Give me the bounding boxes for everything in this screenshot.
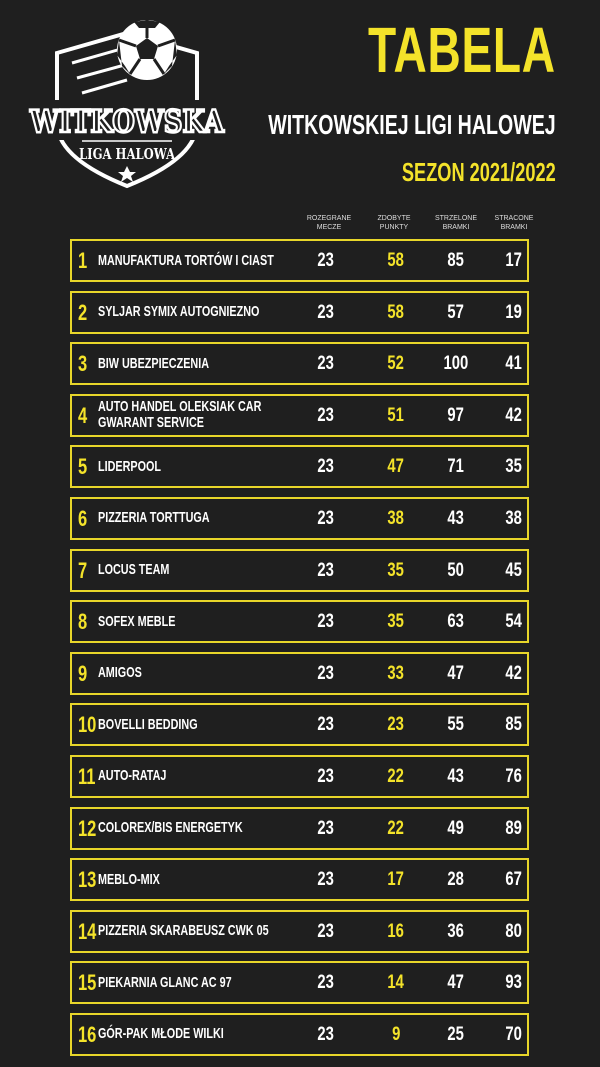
points-value: 17 xyxy=(387,869,405,891)
rank-number: 12 xyxy=(78,815,97,841)
played-value: 23 xyxy=(317,456,335,478)
table-row xyxy=(70,703,529,746)
table-row xyxy=(70,445,529,488)
played-value: 23 xyxy=(317,611,335,633)
scored-value: 47 xyxy=(447,972,465,994)
table-row xyxy=(70,807,529,850)
table-header xyxy=(0,214,600,238)
played-value: 23 xyxy=(317,765,335,787)
column-played: ROZEGRANE MECZE xyxy=(306,215,352,231)
table-row xyxy=(70,910,529,953)
conceded-value: 19 xyxy=(505,301,523,323)
scored-value: 57 xyxy=(447,301,465,323)
conceded-value: 70 xyxy=(505,1023,523,1045)
shield-logo-icon xyxy=(22,8,232,193)
scored-value: 50 xyxy=(447,559,465,581)
played-value: 23 xyxy=(317,662,335,684)
points-value: 22 xyxy=(387,817,405,839)
conceded-value: 35 xyxy=(505,456,523,478)
page-subtitle: WITKOWSKIEJ LIGI HALOWEJ xyxy=(268,109,556,140)
points-value: 58 xyxy=(387,250,405,271)
column-conceded: STRACONE BRAMKI xyxy=(494,215,534,231)
scored-value: 85 xyxy=(447,250,465,271)
rank-number: 3 xyxy=(78,351,88,377)
played-value: 23 xyxy=(317,559,335,581)
scored-value: 55 xyxy=(447,714,465,736)
points-value: 9 xyxy=(391,1023,401,1045)
conceded-value: 80 xyxy=(505,920,523,942)
points-value: 58 xyxy=(387,301,405,323)
played-value: 23 xyxy=(317,353,335,375)
scored-value: 43 xyxy=(447,507,465,529)
points-value: 51 xyxy=(387,404,405,426)
scored-value: 47 xyxy=(447,662,465,684)
table-row xyxy=(70,291,529,334)
table-row xyxy=(70,497,529,540)
scored-value: 71 xyxy=(447,456,465,478)
rank-number: 9 xyxy=(78,660,88,686)
points-value: 35 xyxy=(387,559,405,581)
soccer-ball-icon xyxy=(117,20,177,80)
rank-number: 10 xyxy=(78,712,97,738)
rank-number: 13 xyxy=(78,867,97,893)
conceded-value: 54 xyxy=(505,611,523,633)
logo-bottom-text: LIGA HALOWA xyxy=(79,145,176,163)
scored-value: 25 xyxy=(447,1023,465,1045)
scored-value: 97 xyxy=(447,404,465,426)
team-name: AUTO HANDEL OLEKSIAK CAR GWARANT SERVICE xyxy=(98,398,262,432)
team-name: AUTO-RATAJ xyxy=(98,767,167,785)
league-logo xyxy=(22,8,232,193)
team-name: BIW UBEZPIECZENIA xyxy=(98,354,210,372)
team-name: LIDERPOOL xyxy=(98,457,162,475)
table-row xyxy=(70,239,529,282)
team-name: COLOREX/BIS ENERGETYK xyxy=(98,819,243,837)
team-name: PIEKARNIA GLANC AC 97 xyxy=(98,973,232,991)
team-name: LOCUS TEAM xyxy=(98,561,170,579)
table-row xyxy=(70,342,529,385)
points-value: 52 xyxy=(387,353,405,375)
team-name: BOVELLI BEDDING xyxy=(98,715,198,733)
conceded-value: 17 xyxy=(505,250,523,271)
table-row xyxy=(70,549,529,592)
conceded-value: 89 xyxy=(505,817,523,839)
played-value: 23 xyxy=(317,404,335,426)
team-name: AMIGOS xyxy=(98,664,142,682)
played-value: 23 xyxy=(317,714,335,736)
scored-value: 49 xyxy=(447,817,465,839)
page-title: TABELA xyxy=(368,14,556,86)
rank-number: 8 xyxy=(78,609,88,635)
team-name: GÓR-PAK MŁODE WILKI xyxy=(98,1025,224,1043)
conceded-value: 93 xyxy=(505,972,523,994)
rank-number: 7 xyxy=(78,557,88,583)
played-value: 23 xyxy=(317,920,335,942)
team-name: MEBLO-MIX xyxy=(98,870,160,888)
played-value: 23 xyxy=(317,250,335,271)
table-row xyxy=(70,755,529,798)
conceded-value: 45 xyxy=(505,559,523,581)
rank-number: 11 xyxy=(78,763,96,789)
points-value: 35 xyxy=(387,611,405,633)
rank-number: 14 xyxy=(78,918,97,944)
points-value: 23 xyxy=(387,714,405,736)
rank-number: 2 xyxy=(78,299,88,325)
played-value: 23 xyxy=(317,507,335,529)
team-name: SYLJAR SYMIX AUTOGNIEZNO xyxy=(98,303,260,321)
played-value: 23 xyxy=(317,1023,335,1045)
star-icon xyxy=(118,166,136,182)
scored-value: 28 xyxy=(447,869,465,891)
rank-number: 6 xyxy=(78,505,88,531)
conceded-value: 41 xyxy=(505,353,523,375)
team-name: SOFEX MEBLE xyxy=(98,612,176,630)
played-value: 23 xyxy=(317,817,335,839)
played-value: 23 xyxy=(317,972,335,994)
table-row xyxy=(70,858,529,901)
scored-value: 43 xyxy=(447,765,465,787)
team-name: PIZZERIA TORTTUGA xyxy=(98,509,210,527)
column-scored: STRZELONE BRAMKI xyxy=(434,215,477,231)
rank-number: 16 xyxy=(78,1021,97,1047)
logo-top-text: WITKOWSKA xyxy=(29,104,225,140)
scored-value: 36 xyxy=(447,920,465,942)
table-row xyxy=(70,1013,529,1056)
conceded-value: 85 xyxy=(505,714,523,736)
table-row xyxy=(70,961,529,1004)
rank-number: 15 xyxy=(78,970,97,996)
team-name: MANUFAKTURA TORTÓW I CIAST xyxy=(98,251,274,269)
scored-value: 63 xyxy=(447,611,465,633)
rank-number: 1 xyxy=(78,248,88,273)
season-label: SEZON 2021/2022 xyxy=(402,157,556,187)
points-value: 38 xyxy=(387,507,405,529)
points-value: 22 xyxy=(387,765,405,787)
table-row xyxy=(70,652,529,695)
points-value: 16 xyxy=(387,920,405,942)
conceded-value: 67 xyxy=(505,869,523,891)
conceded-value: 76 xyxy=(505,765,523,787)
points-value: 47 xyxy=(387,456,405,478)
rank-number: 5 xyxy=(78,454,88,480)
scored-value: 100 xyxy=(443,353,469,375)
table-row xyxy=(70,600,529,643)
conceded-value: 42 xyxy=(505,404,523,426)
conceded-value: 42 xyxy=(505,662,523,684)
points-value: 33 xyxy=(387,662,405,684)
points-value: 14 xyxy=(387,972,405,994)
standings-table xyxy=(70,239,529,1065)
rank-number: 4 xyxy=(78,402,88,428)
played-value: 23 xyxy=(317,301,335,323)
played-value: 23 xyxy=(317,869,335,891)
column-points: ZDOBYTE PUNKTY xyxy=(377,215,411,231)
conceded-value: 38 xyxy=(505,507,523,529)
team-name: PIZZERIA SKARABEUSZ CWK 05 xyxy=(98,922,269,940)
table-row xyxy=(70,394,529,437)
